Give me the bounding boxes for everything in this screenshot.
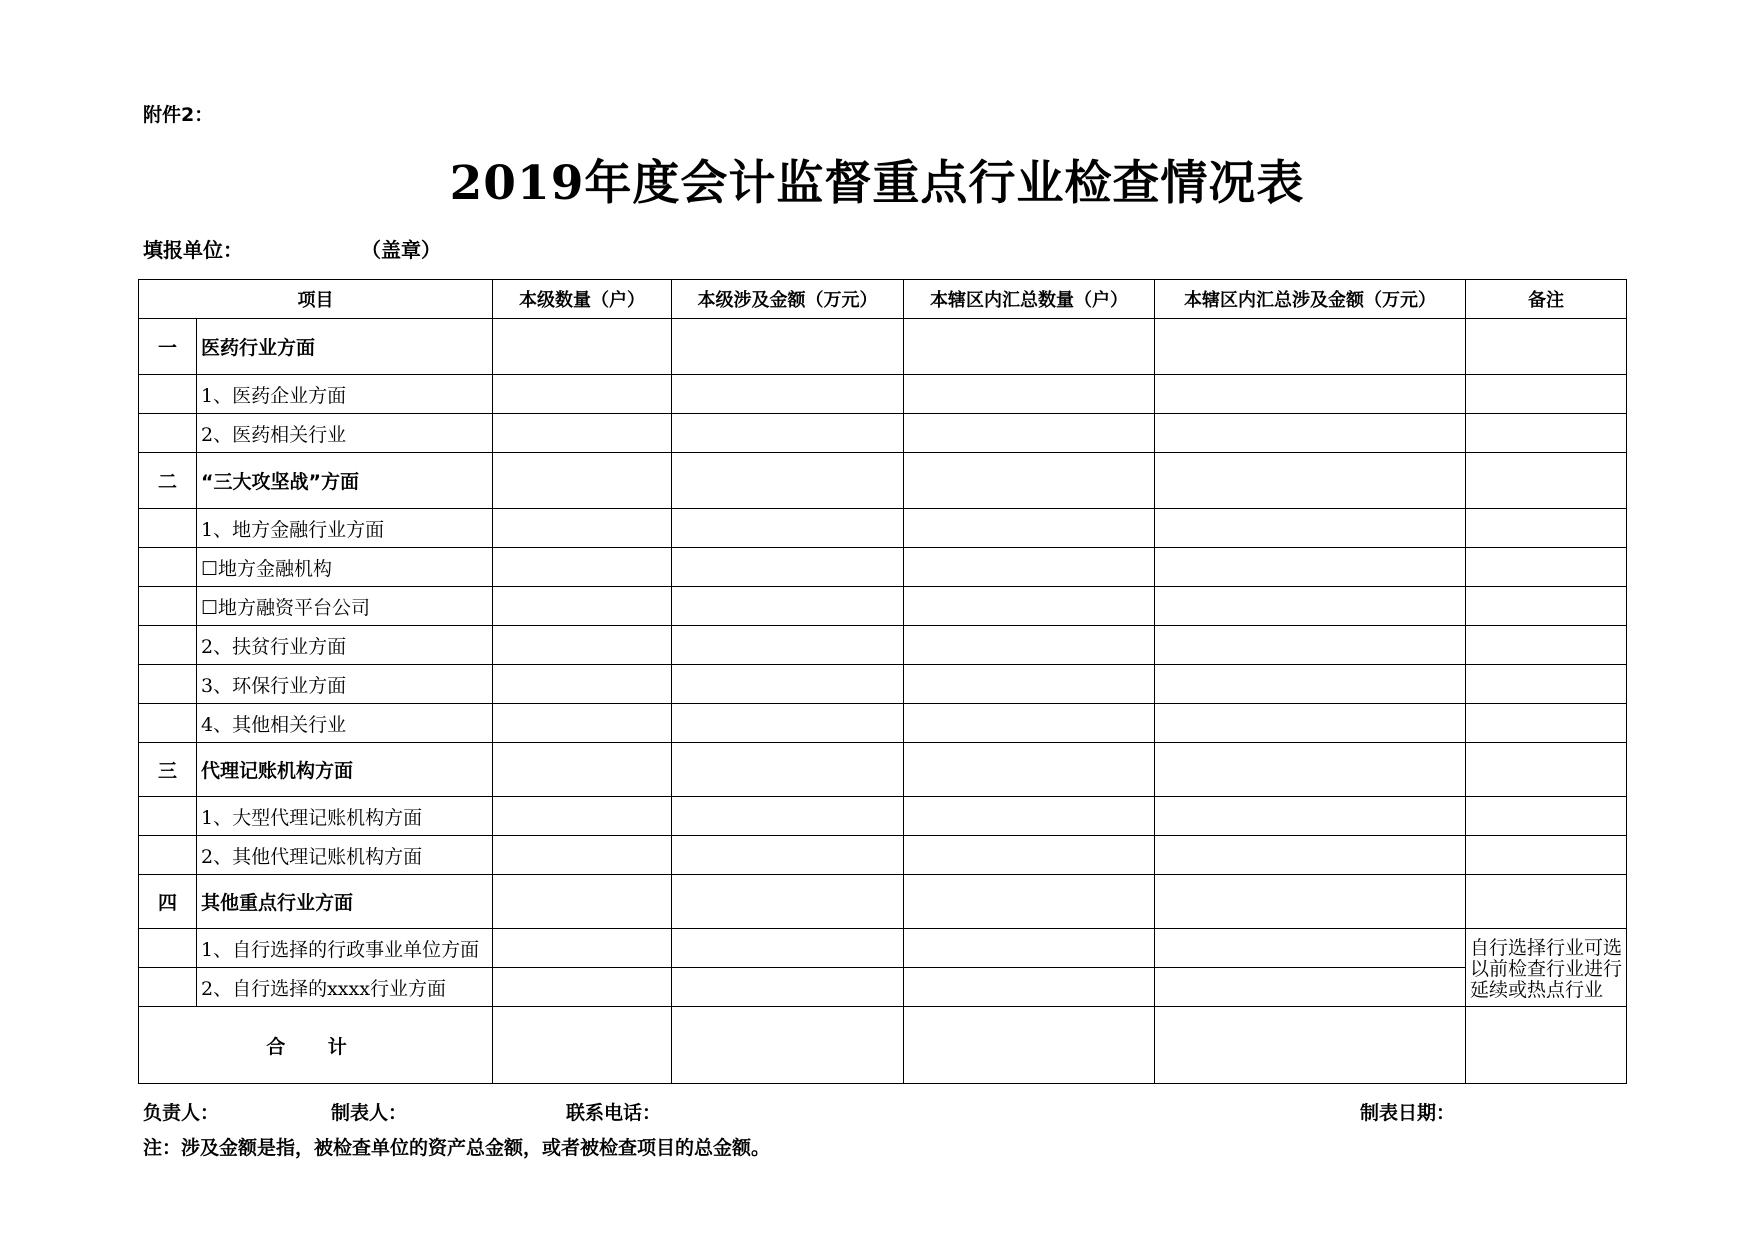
- item-label: ☐地方融资平台公司: [197, 587, 493, 626]
- cell[interactable]: [672, 704, 904, 743]
- cell[interactable]: [1466, 626, 1627, 665]
- cell[interactable]: [904, 414, 1155, 453]
- cell[interactable]: [1155, 743, 1466, 797]
- cell[interactable]: [1466, 743, 1627, 797]
- cell[interactable]: [493, 587, 672, 626]
- item-label: 4、其他相关行业: [197, 704, 493, 743]
- leader-label: 负责人：: [143, 1102, 220, 1124]
- cell[interactable]: [1466, 414, 1627, 453]
- cell[interactable]: [904, 1007, 1155, 1084]
- item-row: [139, 414, 1627, 453]
- item-row: [139, 509, 1627, 548]
- section-number: 一: [139, 319, 197, 375]
- item-row: [139, 797, 1627, 836]
- cell[interactable]: [672, 453, 904, 509]
- cell[interactable]: [672, 875, 904, 929]
- cell[interactable]: [672, 587, 904, 626]
- cell[interactable]: [672, 797, 904, 836]
- cell[interactable]: [672, 626, 904, 665]
- section-row: [139, 875, 1627, 929]
- blank-cell: [139, 375, 197, 414]
- section-row: [139, 319, 1627, 375]
- cell[interactable]: [1155, 587, 1466, 626]
- cell[interactable]: [1155, 319, 1466, 375]
- cell[interactable]: [493, 704, 672, 743]
- cell[interactable]: [1155, 375, 1466, 414]
- cell[interactable]: [1155, 797, 1466, 836]
- cell[interactable]: [1466, 1007, 1627, 1084]
- section-row: [139, 743, 1627, 797]
- header-region-count: 本辖区内汇总数量（户）: [904, 280, 1155, 319]
- header-local-count: 本级数量（户）: [493, 280, 672, 319]
- phone-label: 联系电话：: [566, 1102, 662, 1124]
- cell[interactable]: [493, 929, 672, 968]
- item-label: 1、自行选择的行政事业单位方面: [197, 929, 493, 968]
- remarks-note: 自行选择行业可选以前检查行业进行延续或热点行业: [1466, 929, 1627, 1007]
- cell[interactable]: [1155, 414, 1466, 453]
- cell[interactable]: [493, 968, 672, 1007]
- cell[interactable]: [1466, 797, 1627, 836]
- cell[interactable]: [1466, 453, 1627, 509]
- item-row: [139, 968, 1627, 1007]
- cell[interactable]: [1466, 836, 1627, 875]
- cell[interactable]: [493, 836, 672, 875]
- cell[interactable]: [672, 929, 904, 968]
- blank-cell: [139, 929, 197, 968]
- item-label: 1、医药企业方面: [197, 375, 493, 414]
- item-row: [139, 704, 1627, 743]
- blank-cell: [139, 704, 197, 743]
- cell[interactable]: [1155, 836, 1466, 875]
- blank-cell: [139, 587, 197, 626]
- cell[interactable]: [904, 929, 1155, 968]
- cell[interactable]: [493, 548, 672, 587]
- attachment-label: 附件2：: [143, 104, 214, 126]
- item-row: [139, 929, 1627, 968]
- cell[interactable]: [672, 548, 904, 587]
- cell[interactable]: [672, 1007, 904, 1084]
- stamp-label: （盖章）: [361, 238, 441, 262]
- section-number: 二: [139, 453, 197, 509]
- cell[interactable]: [904, 704, 1155, 743]
- cell[interactable]: [904, 836, 1155, 875]
- cell[interactable]: [1155, 1007, 1466, 1084]
- item-label: 3、环保行业方面: [197, 665, 493, 704]
- cell[interactable]: [1155, 665, 1466, 704]
- cell[interactable]: [1155, 626, 1466, 665]
- cell[interactable]: [904, 587, 1155, 626]
- cell[interactable]: [904, 375, 1155, 414]
- blank-cell: [139, 414, 197, 453]
- cell[interactable]: [493, 509, 672, 548]
- blank-cell: [139, 836, 197, 875]
- cell[interactable]: [493, 743, 672, 797]
- cell[interactable]: [904, 548, 1155, 587]
- cell[interactable]: [1155, 968, 1466, 1007]
- item-row: [139, 375, 1627, 414]
- cell[interactable]: [493, 797, 672, 836]
- blank-cell: [139, 626, 197, 665]
- cell[interactable]: [672, 665, 904, 704]
- cell[interactable]: [904, 626, 1155, 665]
- cell[interactable]: [672, 375, 904, 414]
- item-row: [139, 587, 1627, 626]
- section-label: 其他重点行业方面: [197, 875, 493, 929]
- blank-cell: [139, 509, 197, 548]
- section-number: 三: [139, 743, 197, 797]
- total-row: [139, 1007, 1627, 1084]
- blank-cell: [139, 968, 197, 1007]
- cell[interactable]: [904, 797, 1155, 836]
- blank-cell: [139, 797, 197, 836]
- cell[interactable]: [904, 665, 1155, 704]
- cell[interactable]: [904, 743, 1155, 797]
- cell[interactable]: [672, 509, 904, 548]
- cell[interactable]: [672, 414, 904, 453]
- cell[interactable]: [1466, 548, 1627, 587]
- cell[interactable]: [672, 743, 904, 797]
- header-local-amount: 本级涉及金额（万元）: [672, 280, 904, 319]
- cell[interactable]: [672, 968, 904, 1007]
- item-row: [139, 665, 1627, 704]
- cell[interactable]: [1466, 509, 1627, 548]
- cell[interactable]: [493, 665, 672, 704]
- header-remarks: 备注: [1466, 280, 1627, 319]
- item-label: 2、扶贫行业方面: [197, 626, 493, 665]
- page-title: 2019年度会计监督重点行业检查情况表: [449, 156, 1305, 211]
- item-label: ☐地方金融机构: [197, 548, 493, 587]
- item-label: 1、大型代理记账机构方面: [197, 797, 493, 836]
- section-label: 医药行业方面: [197, 319, 493, 375]
- cell[interactable]: [493, 453, 672, 509]
- cell[interactable]: [1155, 453, 1466, 509]
- header-item: 项目: [139, 280, 493, 319]
- cell[interactable]: [493, 414, 672, 453]
- section-row: [139, 453, 1627, 509]
- header-region-amount: 本辖区内汇总涉及金额（万元）: [1155, 280, 1466, 319]
- cell[interactable]: [904, 875, 1155, 929]
- remark-note: 注：涉及金额是指，被检查单位的资产总金额，或者被检查项目的总金额。: [143, 1137, 771, 1159]
- reporting-unit-label: 填报单位：: [143, 238, 243, 262]
- total-label: 合 计: [139, 1007, 493, 1084]
- cell[interactable]: [493, 375, 672, 414]
- cell[interactable]: [1155, 704, 1466, 743]
- cell[interactable]: [1466, 665, 1627, 704]
- item-label: 2、医药相关行业: [197, 414, 493, 453]
- cell[interactable]: [493, 319, 672, 375]
- cell[interactable]: [1155, 509, 1466, 548]
- cell[interactable]: [1155, 548, 1466, 587]
- item-label: 1、地方金融行业方面: [197, 509, 493, 548]
- cell[interactable]: [904, 319, 1155, 375]
- item-label: 2、自行选择的xxxx行业方面: [197, 968, 493, 1007]
- cell[interactable]: [1466, 319, 1627, 375]
- cell[interactable]: [904, 509, 1155, 548]
- section-number: 四: [139, 875, 197, 929]
- cell[interactable]: [904, 968, 1155, 1007]
- cell[interactable]: [493, 626, 672, 665]
- item-row: [139, 626, 1627, 665]
- cell[interactable]: [1466, 875, 1627, 929]
- item-row: [139, 836, 1627, 875]
- section-label: “三大攻坚战”方面: [197, 453, 493, 509]
- cell[interactable]: [1155, 875, 1466, 929]
- cell[interactable]: [1466, 375, 1627, 414]
- blank-cell: [139, 548, 197, 587]
- blank-cell: [139, 665, 197, 704]
- cell[interactable]: [672, 319, 904, 375]
- item-row: [139, 548, 1627, 587]
- cell[interactable]: [1466, 587, 1627, 626]
- cell[interactable]: [493, 875, 672, 929]
- cell[interactable]: [1155, 929, 1466, 968]
- preparer-label: 制表人：: [331, 1102, 408, 1124]
- reporting-unit-row: [143, 234, 441, 263]
- item-label: 2、其他代理记账机构方面: [197, 836, 493, 875]
- cell[interactable]: [904, 453, 1155, 509]
- inspection-table: [138, 279, 1627, 1084]
- section-label: 代理记账机构方面: [197, 743, 493, 797]
- cell[interactable]: [672, 836, 904, 875]
- cell[interactable]: [1466, 704, 1627, 743]
- cell[interactable]: [493, 1007, 672, 1084]
- date-label: 制表日期：: [1360, 1102, 1456, 1124]
- header-row: [139, 280, 1627, 319]
